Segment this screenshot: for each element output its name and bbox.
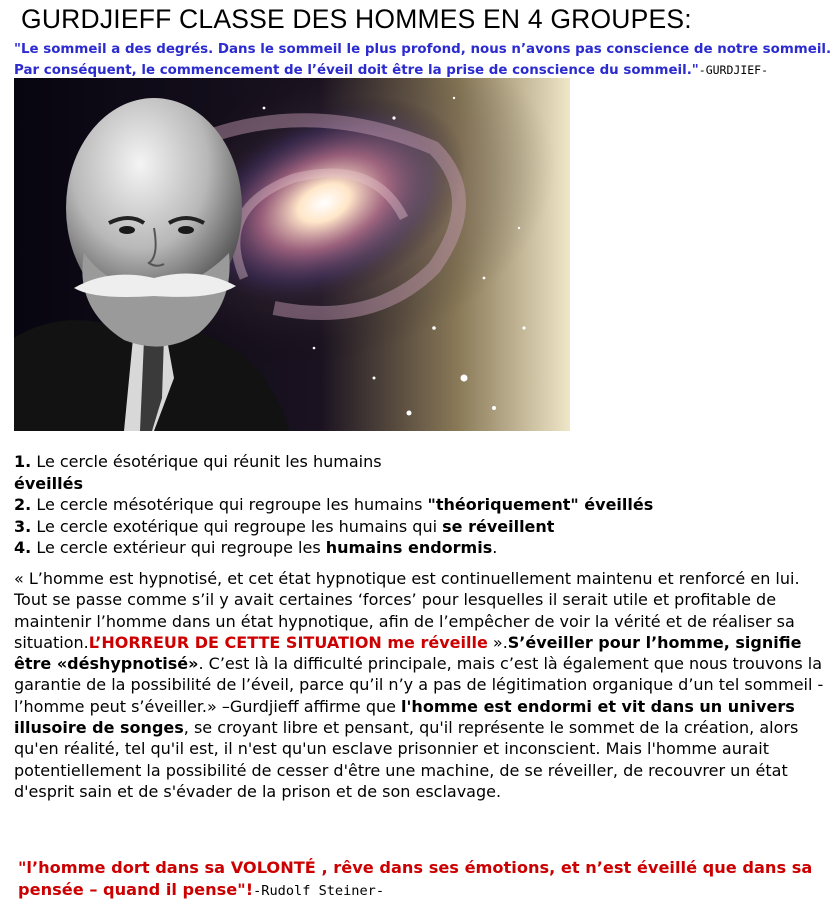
- list-text: Le cercle exotérique qui regroupe les humains qui: [36, 516, 443, 536]
- list-bold: humains endormis: [325, 538, 493, 557]
- list-bold: éveillés: [14, 473, 83, 493]
- list-item: [14, 537, 774, 559]
- list-item-continuation: [14, 473, 774, 495]
- gurdjieff-quote: [14, 40, 832, 81]
- photo-illustration: [14, 78, 570, 431]
- steiner-quote: [18, 857, 828, 902]
- list-number: 3.: [14, 516, 32, 536]
- quote-line-2-text: Par conséquent, le commencement de l’éveil doit être la prise de conscience du sommeil.": [14, 63, 699, 78]
- list-item: [14, 516, 774, 538]
- body-part-3: . C’est là la difficulté principale, mais c’est là également que nous trouvons la garantie de la possibilité de l’éveil, parce qu’il n’y a pas de légitimation organique d’un tel sommeil - l’homme peut s’éveiller.» –Gurdjieff affirme que: [14, 654, 824, 716]
- body-bold-1: S’éveiller pour l’homme, signifie être «déshypnotisé»: [14, 632, 802, 674]
- body-paragraph: [14, 568, 824, 802]
- list-text: Le cercle ésotérique qui réunit les humains: [36, 452, 382, 471]
- page-title: GURDJIEFF CLASSE DES HOMMES EN 4 GROUPES:: [21, 4, 692, 34]
- list-text: Le cercle extérieur qui regroupe les: [36, 538, 326, 557]
- body-part-1: « L’homme est hypnotisé, et cet état hypnotique est continuellement maintenu et renforcé en lui. Tout se passe comme s’il y avait certaines ‘forces’ pour lesquelles il serait utile et profitable de maintenir l’homme dans un état hypnotique, afin de l’empêcher de voir la vérité et de réaliser sa situation.: [14, 569, 800, 652]
- body-bold-2: l'homme est endormi et vit dans un univers illusoire de songes: [14, 696, 795, 738]
- list-item: [14, 451, 774, 473]
- gurdjieff-galaxy-photo: [14, 78, 570, 431]
- list-tail: .: [492, 538, 498, 557]
- body-part-4: , se croyant libre et pensant, qu'il représente le sommet de la création, alors qu'en réalité, tel qu'il est, il n'est qu'un esclave prisonnier et inconscient. Mais l'homme aurait potentiellement la possibilité de cesser d'être une machine, de se réveiller, de recouvrer un état d'esprit sain et de s'évader de la prison et de son esclavage.: [14, 718, 799, 801]
- list-bold: "théoriquement" éveillés: [427, 495, 654, 514]
- body-part-2: ».: [487, 632, 508, 652]
- quote-author: -GURDJIEF-: [698, 63, 769, 77]
- list-number: 2.: [14, 495, 32, 514]
- list-bold: se réveillent: [442, 516, 555, 536]
- steiner-quote-text: "l’homme dort dans sa VOLONTÉ , rêve dans ses émotions, et n’est éveillé que dans sa pensée – quand il pense"!: [18, 858, 813, 899]
- steiner-author: -Rudolf Steiner-: [253, 883, 385, 899]
- list-number: 1.: [14, 452, 32, 471]
- list-item: [14, 494, 774, 516]
- list-text: Le cercle mésotérique qui regroupe les humains: [36, 495, 428, 514]
- quote-line-1: "Le sommeil a des degrés. Dans le sommeil le plus profond, nous n’avons pas conscience de notre sommeil.: [14, 42, 832, 57]
- body-red-1: L’HORREUR DE CETTE SITUATION me réveille: [88, 632, 488, 652]
- list-number: 4.: [14, 538, 32, 557]
- groups-list: [14, 451, 774, 559]
